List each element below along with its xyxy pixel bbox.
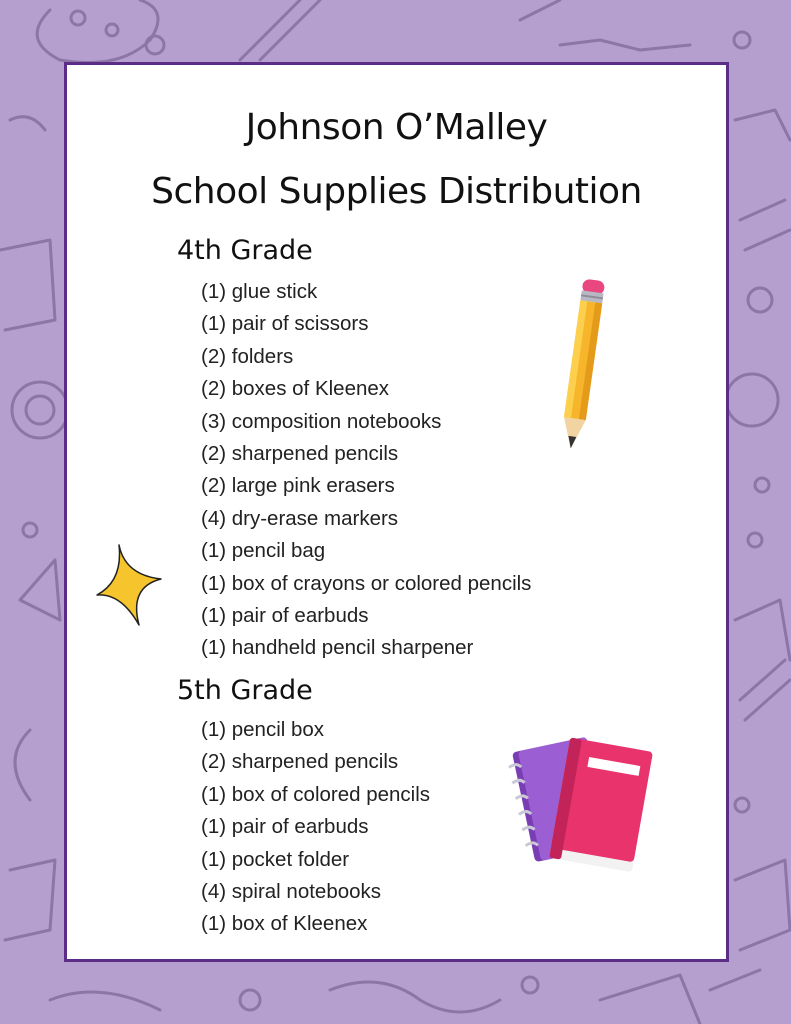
list-item: (2) boxes of Kleenex (201, 377, 390, 401)
list-item: (4) dry-erase markers (201, 506, 399, 530)
list-item: (1) pencil bag (201, 539, 326, 563)
pencil-icon (551, 273, 611, 463)
list-item: (1) pocket folder (201, 847, 350, 871)
list-item: (1) pair of earbuds (201, 815, 369, 839)
list-item: (1) box of Kleenex (201, 912, 368, 936)
list-item: (1) pencil box (201, 718, 325, 741)
grade5-heading: 5th Grade (177, 675, 313, 706)
list-item: (4) spiral notebooks (201, 879, 382, 903)
notebooks-icon (507, 720, 657, 880)
list-item: (1) pair of earbuds (201, 603, 369, 627)
grade5-list (201, 714, 430, 941)
list-item: (1) box of colored pencils (201, 782, 431, 806)
page-title-line-2: School Supplies Distribution (151, 171, 642, 212)
page-title-line-1: Johnson O’Malley (245, 107, 548, 148)
list-item: (1) pair of scissors (201, 312, 369, 336)
grade4-heading: 4th Grade (177, 235, 313, 266)
supplies-card (64, 62, 729, 962)
sparkle-star-icon (95, 541, 165, 627)
list-item: (2) sharpened pencils (201, 750, 399, 774)
list-item: (3) composition notebooks (201, 409, 442, 433)
grade4-list (201, 276, 531, 665)
list-item: (1) handheld pencil sharpener (201, 636, 474, 660)
list-item: (2) large pink erasers (201, 474, 395, 498)
list-item: (2) folders (201, 344, 294, 368)
list-item: (1) box of crayons or colored pencils (201, 571, 532, 595)
list-item: (1) glue stick (201, 280, 318, 303)
list-item: (2) sharpened pencils (201, 441, 399, 465)
